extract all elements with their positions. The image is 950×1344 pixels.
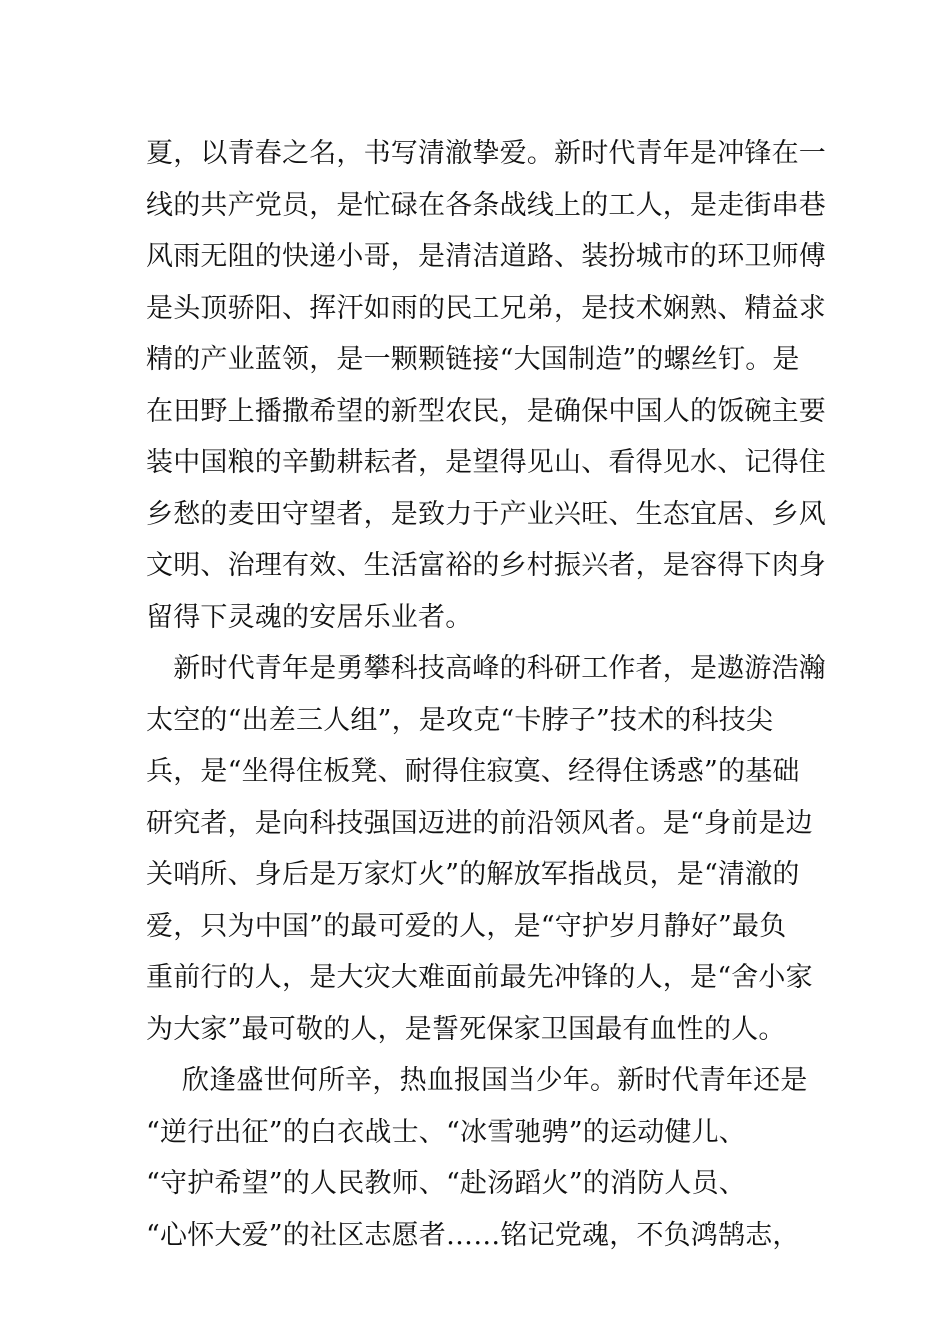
- text-line-8: 乡愁的麦田守望者，是致力于产业兴旺、生态宜居、乡风: [146, 498, 826, 530]
- text-line-9: 文明、治理有效、生活富裕的乡村振兴者，是容得下肉身: [146, 550, 826, 581]
- body-text: [146, 128, 826, 1261]
- text-line-20: “逆行出征”的白衣战士、“冰雪驰骋”的运动健儿、: [146, 1116, 747, 1148]
- text-line-22: “心怀大爱”的社区志愿者……铭记党魂，不负鸿鹄志，: [146, 1219, 800, 1251]
- text-line-17: 重前行的人，是大灾大难面前最先冲锋的人，是“舍小家: [146, 962, 813, 993]
- text-line-10: 留得下灵魂的安居乐业者。: [146, 601, 473, 633]
- text-line-13: 兵，是“坐得住板凳、耐得住寂寞、经得住诱惑”的基础: [146, 756, 800, 787]
- text-line-14: 研究者，是向科技强国迈进的前沿领风者。是“身前是边: [146, 807, 813, 839]
- text-line-3: 风雨无阻的快递小哥，是清洁道路、装扮城市的环卫师傅: [146, 241, 826, 272]
- text-line-19: 欣逢盛世何所辛，热血报国当少年。新时代青年还是: [146, 1065, 808, 1096]
- text-line-12: 太空的“出差三人组”，是攻克“卡脖子”技术的科技尖: [146, 704, 774, 736]
- text-line-2: 线的共产党员，是忙碌在各条战线上的工人，是走街串巷: [146, 189, 826, 221]
- text-line-21: “守护希望”的人民教师、“赴汤蹈火”的消防人员、: [146, 1168, 747, 1199]
- text-line-15: 关哨所、身后是万家灯火”的解放军指战员，是“清澈的: [146, 859, 800, 890]
- text-line-5: 精的产业蓝领，是一颗颗链接“大国制造”的螺丝钉。是: [146, 344, 800, 375]
- text-line-16: 爱，只为中国”的最可爱的人，是“守护岁月静好”最负: [146, 910, 787, 942]
- text-line-11: 新时代青年是勇攀科技高峰的科研工作者，是遨游浩瀚: [146, 653, 826, 684]
- text-line-6: 在田野上播撒希望的新型农民，是确保中国人的饭碗主要: [146, 395, 826, 427]
- text-line-18: 为大家”最可敬的人，是誓死保家卫国最有血性的人。: [146, 1013, 786, 1045]
- text-line-1: 夏，以青春之名，书写清澈挚爱。新时代青年是冲锋在一: [146, 138, 826, 169]
- text-line-4: 是头顶骄阳、挥汗如雨的民工兄弟，是技术娴熟、精益求: [146, 292, 826, 324]
- text-line-7: 装中国粮的辛勤耕耘者，是望得见山、看得见水、记得住: [146, 447, 826, 478]
